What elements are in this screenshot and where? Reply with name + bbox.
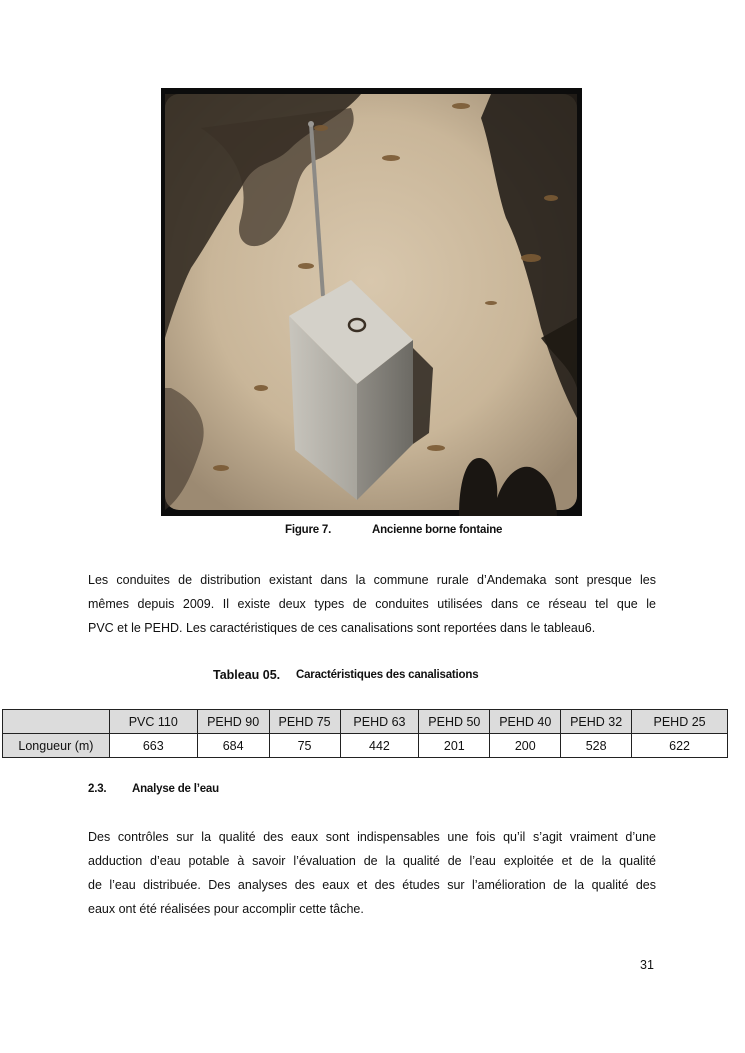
table-title: Caractéristiques des canalisations [296, 669, 479, 681]
table-header-cell: PEHD 25 [632, 710, 728, 734]
figure-caption [0, 524, 745, 542]
borne-fontaine-photo [161, 88, 582, 516]
table-cell: 663 [109, 734, 197, 758]
paragraph-line: eaux ont été réalisées pour accomplir cette tâche. [88, 902, 364, 916]
paragraph-line: Des contrôles sur la qualité des eaux sont indispensables une fois qu’il s’agit vraiment d’une [88, 830, 656, 844]
table-row-label: Longueur (m) [3, 734, 110, 758]
table-row [3, 734, 728, 758]
intro-paragraph [88, 568, 656, 640]
table-header-cell: PEHD 75 [269, 710, 340, 734]
table-header-cell: PEHD 32 [561, 710, 632, 734]
table-header-cell [3, 710, 110, 734]
page-number: 31 [640, 958, 654, 972]
table-header-cell: PEHD 40 [490, 710, 561, 734]
pipes-table [2, 709, 728, 758]
figure-title: Ancienne borne fontaine [372, 524, 503, 536]
table-header-row [3, 710, 728, 734]
table-cell: 201 [419, 734, 490, 758]
table-cell: 622 [632, 734, 728, 758]
paragraph-line: Les conduites de distribution existant dans la commune rurale d’Andemaka sont presque les [88, 573, 656, 587]
table-number: Tableau 05. [213, 668, 281, 682]
table-cell: 528 [561, 734, 632, 758]
figure-number: Figure 7. [285, 524, 332, 536]
table-header-cell: PEHD 63 [340, 710, 419, 734]
section-heading [0, 783, 745, 801]
paragraph-line: mêmes depuis 2009. Il existe deux types de conduites utilisées dans ce réseau tel que le [88, 597, 656, 611]
analysis-paragraph [88, 825, 656, 921]
table-cell: 200 [490, 734, 561, 758]
table-header-cell: PVC 110 [109, 710, 197, 734]
paragraph-line: adduction d’eau potable à savoir l’évaluation de la qualité de l’eau exploitée et de la qualité [88, 854, 656, 868]
table-header-cell: PEHD 90 [197, 710, 269, 734]
table-header-cell: PEHD 50 [419, 710, 490, 734]
paragraph-line: de l’eau distribuée. Des analyses des eaux et des études sur l’amélioration de la qualité des [88, 878, 656, 892]
section-number: 2.3. [88, 783, 107, 795]
section-title: Analyse de l’eau [132, 783, 219, 795]
table-caption [0, 668, 745, 686]
table-cell: 684 [197, 734, 269, 758]
table-cell: 442 [340, 734, 419, 758]
paragraph-line: PVC et le PEHD. Les caractéristiques de ces canalisations sont reportées dans le tableau6. [88, 621, 596, 635]
table-cell: 75 [269, 734, 340, 758]
